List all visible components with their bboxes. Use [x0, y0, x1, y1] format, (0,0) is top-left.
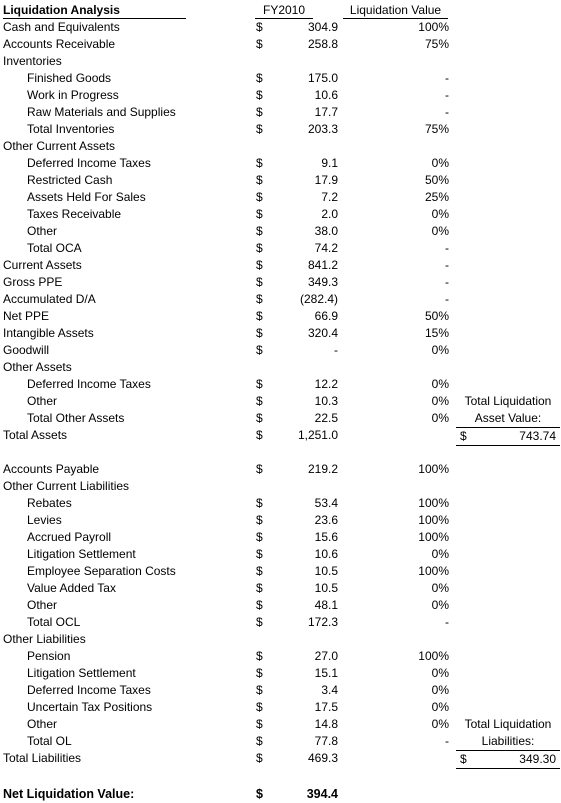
row-value: 203.3	[307, 122, 338, 136]
row-label: Current Assets	[3, 258, 82, 272]
row-label: Other Liabilities	[3, 632, 86, 646]
table-title: Liquidation Analysis	[3, 2, 186, 19]
row-label: Pension	[27, 649, 71, 663]
table-row	[0, 223, 561, 240]
table-row	[0, 614, 561, 631]
row-value: 10.5	[314, 564, 338, 578]
row-liquidation-pct: 100%	[418, 20, 449, 34]
row-label: Goodwill	[3, 343, 50, 357]
row-dollar-sign: $	[256, 88, 263, 102]
row-value: 23.6	[314, 513, 338, 527]
table-row	[0, 53, 561, 70]
row-liquidation-pct: -	[445, 275, 449, 289]
table-row	[0, 461, 561, 478]
row-dollar-sign: $	[256, 462, 263, 476]
row-liquidation-pct: -	[445, 241, 449, 255]
row-liquidation-pct: 100%	[418, 496, 449, 510]
table-row	[0, 325, 561, 342]
row-liquidation-pct: 50%	[424, 173, 449, 187]
row-liquidation-pct: 0%	[431, 717, 449, 731]
row-value: 38.0	[314, 224, 338, 238]
row-liquidation-pct: -	[445, 615, 449, 629]
asset-summary-label-line2: Asset Value:	[456, 410, 560, 428]
table-row	[0, 597, 561, 614]
table-row	[0, 699, 561, 716]
row-label: Total Liabilities	[3, 751, 82, 765]
row-liquidation-pct: 15%	[424, 326, 449, 340]
asset-summary-label-line1: Total Liquidation	[464, 394, 552, 408]
row-dollar-sign: $	[256, 683, 263, 697]
row-label: Cash and Equivalents	[3, 20, 120, 34]
row-liquidation-pct: 0%	[431, 394, 449, 408]
row-dollar-sign: $	[256, 343, 263, 357]
row-label: Other	[27, 394, 58, 408]
row-dollar-sign: $	[256, 751, 263, 765]
row-label: Accrued Payroll	[27, 530, 112, 544]
row-label: Levies	[27, 513, 62, 527]
row-liquidation-pct: 0%	[431, 207, 449, 221]
row-dollar-sign: $	[256, 787, 263, 801]
table-row	[0, 648, 561, 665]
table-row	[0, 70, 561, 87]
row-dollar-sign: $	[256, 615, 263, 629]
row-label: Intangible Assets	[3, 326, 94, 340]
table-row	[0, 291, 561, 308]
table-row	[0, 665, 561, 682]
asset-summary-amount-cell	[456, 428, 560, 446]
fy-column-header: FY2010	[255, 2, 313, 19]
row-liquidation-pct: 75%	[424, 122, 449, 136]
row-value: 48.1	[314, 598, 338, 612]
liability-summary-amount-cell	[456, 751, 560, 769]
row-dollar-sign: $	[256, 20, 263, 34]
row-dollar-sign: $	[256, 394, 263, 408]
row-value: 172.3	[307, 615, 338, 629]
row-dollar-sign: $	[256, 377, 263, 391]
row-label: Other	[27, 224, 58, 238]
row-label: Uncertain Tax Positions	[27, 700, 153, 714]
table-row	[0, 308, 561, 325]
row-value: 349.3	[307, 275, 338, 289]
liability-summary-label-line1: Total Liquidation	[464, 717, 552, 731]
row-value: 15.6	[314, 530, 338, 544]
row-liquidation-pct: 0%	[431, 598, 449, 612]
row-dollar-sign: $	[256, 71, 263, 85]
table-row	[0, 121, 561, 138]
table-row	[0, 274, 561, 291]
row-value: 27.0	[314, 649, 338, 663]
row-label: Inventories	[3, 54, 62, 68]
row-dollar-sign: $	[256, 581, 263, 595]
row-liquidation-pct: -	[445, 258, 449, 272]
row-liquidation-pct: 0%	[431, 666, 449, 680]
row-value: 469.3	[307, 751, 338, 765]
row-dollar-sign: $	[256, 241, 263, 255]
row-liquidation-pct: 0%	[431, 377, 449, 391]
row-label: Rebates	[27, 496, 72, 510]
row-label: Total OCL	[27, 615, 81, 629]
row-value: 258.8	[307, 37, 338, 51]
row-value: 53.4	[314, 496, 338, 510]
row-liquidation-pct: 100%	[418, 462, 449, 476]
row-label: Gross PPE	[3, 275, 63, 289]
row-label: Employee Separation Costs	[27, 564, 176, 578]
table-row	[0, 138, 561, 155]
row-label: Total OCA	[27, 241, 82, 255]
row-liquidation-pct: -	[445, 292, 449, 306]
row-dollar-sign: $	[256, 258, 263, 272]
row-liquidation-pct: 25%	[424, 190, 449, 204]
spacer-row	[0, 444, 561, 461]
row-liquidation-pct: 0%	[431, 343, 449, 357]
row-liquidation-pct: 100%	[418, 564, 449, 578]
table-row	[0, 342, 561, 359]
row-liquidation-pct: 0%	[431, 411, 449, 425]
row-liquidation-pct: 100%	[418, 513, 449, 527]
row-dollar-sign: $	[256, 224, 263, 238]
row-label: Other	[27, 717, 58, 731]
row-liquidation-pct: 0%	[431, 547, 449, 561]
row-label: Litigation Settlement	[27, 547, 136, 561]
row-value: 10.6	[314, 88, 338, 102]
net-liquidation-row	[0, 786, 561, 803]
row-label: Restricted Cash	[27, 173, 113, 187]
table-row	[0, 189, 561, 206]
table-row	[0, 240, 561, 257]
table-row	[0, 359, 561, 376]
row-dollar-sign: $	[256, 598, 263, 612]
row-value: 22.5	[314, 411, 338, 425]
row-dollar-sign: $	[256, 275, 263, 289]
row-value: 17.7	[314, 105, 338, 119]
asset-summary-box	[456, 393, 560, 446]
table-row	[0, 546, 561, 563]
row-dollar-sign: $	[256, 717, 263, 731]
row-dollar-sign: $	[256, 309, 263, 323]
row-value: 10.5	[314, 581, 338, 595]
row-label: Finished Goods	[27, 71, 112, 85]
liability-summary-dollar: $	[460, 752, 467, 766]
row-dollar-sign: $	[256, 122, 263, 136]
table-row	[0, 563, 561, 580]
row-label: Accumulated D/A	[3, 292, 96, 306]
row-dollar-sign: $	[256, 530, 263, 544]
row-label: Accounts Receivable	[3, 37, 116, 51]
row-label: Deferred Income Taxes	[27, 377, 151, 391]
row-dollar-sign: $	[256, 326, 263, 340]
row-label: Raw Materials and Supplies	[27, 105, 176, 119]
row-value: 841.2	[307, 258, 338, 272]
row-dollar-sign: $	[256, 564, 263, 578]
row-label: Deferred Income Taxes	[27, 156, 151, 170]
row-value: 15.1	[314, 666, 338, 680]
table-row	[0, 36, 561, 53]
table-row	[0, 155, 561, 172]
row-value: 17.5	[314, 700, 338, 714]
row-value: 77.8	[314, 734, 338, 748]
row-dollar-sign: $	[256, 411, 263, 425]
row-liquidation-pct: 0%	[431, 581, 449, 595]
table-row	[0, 19, 561, 36]
row-value: 10.6	[314, 547, 338, 561]
table-row	[0, 529, 561, 546]
row-label: Other Current Assets	[3, 139, 116, 153]
row-liquidation-pct: 0%	[431, 700, 449, 714]
row-liquidation-pct: 100%	[418, 530, 449, 544]
row-label: Value Added Tax	[27, 581, 116, 595]
row-dollar-sign: $	[256, 207, 263, 221]
row-liquidation-pct: 0%	[431, 224, 449, 238]
row-label: Total OL	[27, 734, 72, 748]
row-value: 74.2	[314, 241, 338, 255]
table-row	[0, 87, 561, 104]
row-dollar-sign: $	[256, 700, 263, 714]
table-row	[0, 478, 561, 495]
row-label: Other Current Liabilities	[3, 479, 130, 493]
asset-summary-amount: 743.74	[519, 429, 556, 443]
row-value: 320.4	[307, 326, 338, 340]
table-row	[0, 682, 561, 699]
row-value: 1,251.0	[297, 428, 338, 442]
row-label: Total Inventories	[27, 122, 115, 136]
row-value: (282.4)	[299, 292, 338, 306]
row-label: Work in Progress	[27, 88, 119, 102]
row-label: Accounts Payable	[3, 462, 100, 476]
liquidation-value-column-header: Liquidation Value	[343, 2, 448, 19]
table-row	[0, 206, 561, 223]
row-liquidation-pct: 75%	[424, 37, 449, 51]
row-value: 7.2	[321, 190, 338, 204]
row-liquidation-pct: 100%	[418, 649, 449, 663]
row-value: 3.4	[321, 683, 338, 697]
spacer-row	[0, 767, 561, 784]
row-label: Net Liquidation Value:	[3, 787, 135, 801]
table-row	[0, 631, 561, 648]
row-dollar-sign: $	[256, 190, 263, 204]
row-liquidation-pct: -	[445, 105, 449, 119]
row-liquidation-pct: 0%	[431, 156, 449, 170]
row-liquidation-pct: -	[445, 71, 449, 85]
row-value: 2.0	[321, 207, 338, 221]
asset-summary-dollar: $	[460, 429, 467, 443]
row-liquidation-pct: 0%	[431, 683, 449, 697]
row-dollar-sign: $	[256, 496, 263, 510]
row-label: Taxes Receivable	[27, 207, 122, 221]
row-value: 219.2	[307, 462, 338, 476]
row-value: 304.9	[307, 20, 338, 34]
table-row	[0, 172, 561, 189]
table-row	[0, 376, 561, 393]
row-liquidation-pct: -	[445, 88, 449, 102]
row-label: Other Assets	[3, 360, 72, 374]
row-dollar-sign: $	[256, 734, 263, 748]
row-value: 12.2	[314, 377, 338, 391]
row-value: 17.9	[314, 173, 338, 187]
row-dollar-sign: $	[256, 105, 263, 119]
liability-summary-box	[456, 716, 560, 769]
table-row	[0, 495, 561, 512]
row-dollar-sign: $	[256, 156, 263, 170]
liability-summary-label-line2: Liabilities:	[456, 733, 560, 751]
row-value: 9.1	[321, 156, 338, 170]
row-dollar-sign: $	[256, 37, 263, 51]
liability-summary-amount: 349.30	[519, 752, 556, 766]
row-value: 10.3	[314, 394, 338, 408]
row-dollar-sign: $	[256, 513, 263, 527]
row-label: Deferred Income Taxes	[27, 683, 151, 697]
row-dollar-sign: $	[256, 428, 263, 442]
row-label: Net PPE	[3, 309, 50, 323]
row-dollar-sign: $	[256, 666, 263, 680]
row-value: 66.9	[314, 309, 338, 323]
row-dollar-sign: $	[256, 547, 263, 561]
table-row	[0, 104, 561, 121]
row-label: Other	[27, 598, 58, 612]
row-liquidation-pct: -	[445, 734, 449, 748]
row-label: Litigation Settlement	[27, 666, 136, 680]
row-label: Total Assets	[3, 428, 68, 442]
row-label: Total Other Assets	[27, 411, 125, 425]
row-dollar-sign: $	[256, 649, 263, 663]
row-dollar-sign: $	[256, 292, 263, 306]
table-row	[0, 580, 561, 597]
row-value: -	[334, 343, 338, 357]
row-value: 394.4	[306, 787, 338, 801]
table-row	[0, 512, 561, 529]
row-dollar-sign: $	[256, 173, 263, 187]
row-liquidation-pct: 50%	[424, 309, 449, 323]
row-label: Assets Held For Sales	[27, 190, 146, 204]
row-value: 175.0	[307, 71, 338, 85]
row-value: 14.8	[314, 717, 338, 731]
table-row	[0, 257, 561, 274]
